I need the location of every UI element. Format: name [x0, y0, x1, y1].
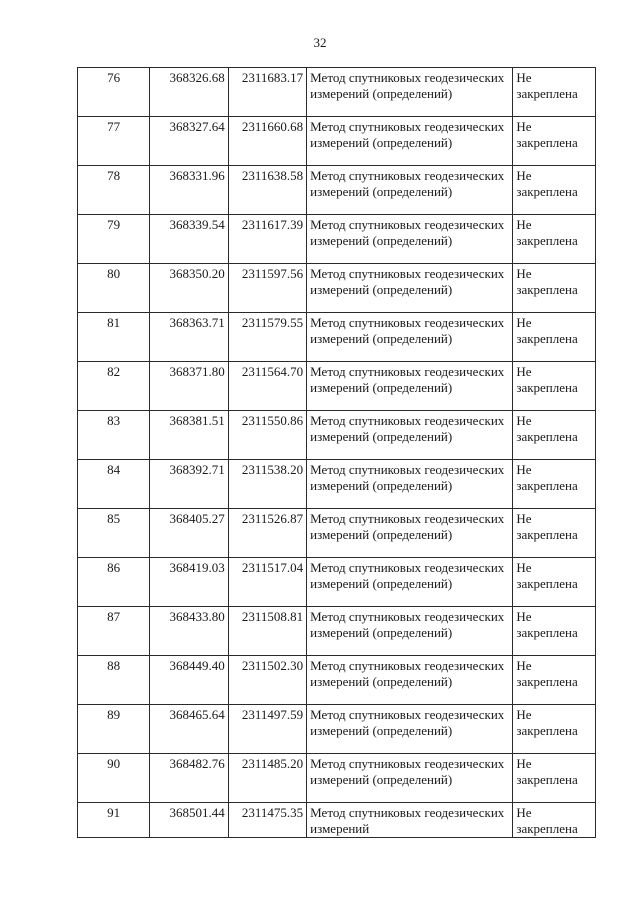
point-number-cell: 82: [78, 362, 150, 411]
fixation-line-2: закреплена: [516, 674, 578, 689]
x-coordinate-cell: 368482.76: [150, 754, 228, 803]
table-row: [78, 460, 596, 509]
fixation-line-2: закреплена: [516, 576, 578, 591]
fixation-cell: [513, 264, 596, 313]
method-cell: Метод спутниковых геодезических измерений (определений): [307, 460, 513, 509]
table-row: [78, 313, 596, 362]
table-row: [78, 558, 596, 607]
x-coordinate-cell: 368331.96: [150, 166, 228, 215]
fixation-line-1: Не: [516, 756, 532, 771]
point-number-cell: 76: [78, 68, 150, 117]
fixation-line-1: Не: [516, 266, 532, 281]
fixation-cell: [513, 509, 596, 558]
table-row: [78, 215, 596, 264]
fixation-line-2: закреплена: [516, 282, 578, 297]
point-number-cell: 90: [78, 754, 150, 803]
x-coordinate-cell: 368465.64: [150, 705, 228, 754]
point-number-cell: 91: [78, 803, 150, 838]
x-coordinate-cell: 368363.71: [150, 313, 228, 362]
page-number: 32: [313, 35, 327, 50]
table-row: [78, 509, 596, 558]
fixation-cell: [513, 166, 596, 215]
x-coordinate-cell: 368381.51: [150, 411, 228, 460]
table-row: [78, 362, 596, 411]
fixation-cell: [513, 705, 596, 754]
table-row: [78, 68, 596, 117]
y-coordinate-cell: 2311485.20: [228, 754, 306, 803]
fixation-line-1: Не: [516, 168, 532, 183]
method-cell: Метод спутниковых геодезических измерений (определений): [307, 509, 513, 558]
method-cell: Метод спутниковых геодезических измерений (определений): [307, 754, 513, 803]
fixation-line-2: закреплена: [516, 723, 578, 738]
x-coordinate-cell: 368392.71: [150, 460, 228, 509]
method-cell: Метод спутниковых геодезических измерений: [307, 803, 513, 838]
x-coordinate-cell: 368339.54: [150, 215, 228, 264]
table-row: [78, 656, 596, 705]
method-cell: Метод спутниковых геодезических измерений (определений): [307, 264, 513, 313]
fixation-line-1: Не: [516, 315, 532, 330]
table-row: [78, 803, 596, 838]
method-cell: Метод спутниковых геодезических измерений (определений): [307, 362, 513, 411]
x-coordinate-cell: 368449.40: [150, 656, 228, 705]
fixation-line-2: закреплена: [516, 772, 578, 787]
x-coordinate-cell: 368501.44: [150, 803, 228, 838]
fixation-line-1: Не: [516, 609, 532, 624]
method-cell: Метод спутниковых геодезических измерений (определений): [307, 68, 513, 117]
y-coordinate-cell: 2311597.56: [228, 264, 306, 313]
y-coordinate-cell: 2311497.59: [228, 705, 306, 754]
x-coordinate-cell: 368405.27: [150, 509, 228, 558]
fixation-cell: [513, 607, 596, 656]
fixation-cell: [513, 803, 596, 838]
fixation-line-1: Не: [516, 560, 532, 575]
table-row: [78, 117, 596, 166]
fixation-line-1: Не: [516, 707, 532, 722]
y-coordinate-cell: 2311683.17: [228, 68, 306, 117]
fixation-line-2: закреплена: [516, 331, 578, 346]
method-cell: Метод спутниковых геодезических измерений (определений): [307, 117, 513, 166]
fixation-line-1: Не: [516, 119, 532, 134]
table-row: [78, 166, 596, 215]
point-number-cell: 87: [78, 607, 150, 656]
y-coordinate-cell: 2311660.68: [228, 117, 306, 166]
table-row: [78, 705, 596, 754]
method-cell: Метод спутниковых геодезических измерений (определений): [307, 607, 513, 656]
fixation-cell: [513, 362, 596, 411]
x-coordinate-cell: 368419.03: [150, 558, 228, 607]
fixation-line-1: Не: [516, 462, 532, 477]
point-number-cell: 77: [78, 117, 150, 166]
point-number-cell: 86: [78, 558, 150, 607]
fixation-cell: [513, 68, 596, 117]
fixation-cell: [513, 460, 596, 509]
fixation-cell: [513, 656, 596, 705]
fixation-line-2: закреплена: [516, 625, 578, 640]
point-number-cell: 80: [78, 264, 150, 313]
fixation-line-2: закреплена: [516, 527, 578, 542]
fixation-line-2: закреплена: [516, 380, 578, 395]
y-coordinate-cell: 2311475.35: [228, 803, 306, 838]
point-number-cell: 89: [78, 705, 150, 754]
method-cell: Метод спутниковых геодезических измерений (определений): [307, 705, 513, 754]
coordinates-table: [77, 67, 596, 838]
y-coordinate-cell: 2311564.70: [228, 362, 306, 411]
y-coordinate-cell: 2311617.39: [228, 215, 306, 264]
y-coordinate-cell: 2311579.55: [228, 313, 306, 362]
method-cell: Метод спутниковых геодезических измерений (определений): [307, 411, 513, 460]
fixation-cell: [513, 117, 596, 166]
method-cell: Метод спутниковых геодезических измерений (определений): [307, 313, 513, 362]
fixation-line-1: Не: [516, 70, 532, 85]
x-coordinate-cell: 368371.80: [150, 362, 228, 411]
y-coordinate-cell: 2311526.87: [228, 509, 306, 558]
x-coordinate-cell: 368433.80: [150, 607, 228, 656]
y-coordinate-cell: 2311638.58: [228, 166, 306, 215]
method-cell: Метод спутниковых геодезических измерений (определений): [307, 215, 513, 264]
fixation-cell: [513, 558, 596, 607]
fixation-cell: [513, 313, 596, 362]
fixation-line-1: Не: [516, 217, 532, 232]
y-coordinate-cell: 2311508.81: [228, 607, 306, 656]
table-row: [78, 607, 596, 656]
x-coordinate-cell: 368326.68: [150, 68, 228, 117]
y-coordinate-cell: 2311517.04: [228, 558, 306, 607]
point-number-cell: 79: [78, 215, 150, 264]
point-number-cell: 83: [78, 411, 150, 460]
y-coordinate-cell: 2311538.20: [228, 460, 306, 509]
coordinates-table-body: [78, 68, 596, 838]
fixation-line-2: закреплена: [516, 135, 578, 150]
fixation-cell: [513, 411, 596, 460]
point-number-cell: 84: [78, 460, 150, 509]
point-number-cell: 88: [78, 656, 150, 705]
fixation-line-1: Не: [516, 805, 532, 820]
fixation-line-1: Не: [516, 413, 532, 428]
fixation-line-2: закреплена: [516, 233, 578, 248]
fixation-cell: [513, 754, 596, 803]
fixation-line-1: Не: [516, 364, 532, 379]
y-coordinate-cell: 2311502.30: [228, 656, 306, 705]
fixation-line-1: Не: [516, 658, 532, 673]
x-coordinate-cell: 368350.20: [150, 264, 228, 313]
method-cell: Метод спутниковых геодезических измерений (определений): [307, 166, 513, 215]
fixation-line-2: закреплена: [516, 86, 578, 101]
fixation-line-2: закреплена: [516, 478, 578, 493]
fixation-line-2: закреплена: [516, 184, 578, 199]
point-number-cell: 85: [78, 509, 150, 558]
method-cell: Метод спутниковых геодезических измерений (определений): [307, 656, 513, 705]
fixation-line-2: закреплена: [516, 429, 578, 444]
x-coordinate-cell: 368327.64: [150, 117, 228, 166]
point-number-cell: 78: [78, 166, 150, 215]
table-row: [78, 264, 596, 313]
table-row: [78, 754, 596, 803]
method-cell: Метод спутниковых геодезических измерений (определений): [307, 558, 513, 607]
point-number-cell: 81: [78, 313, 150, 362]
y-coordinate-cell: 2311550.86: [228, 411, 306, 460]
fixation-line-1: Не: [516, 511, 532, 526]
fixation-cell: [513, 215, 596, 264]
fixation-line-2: закреплена: [516, 821, 578, 836]
table-row: [78, 411, 596, 460]
